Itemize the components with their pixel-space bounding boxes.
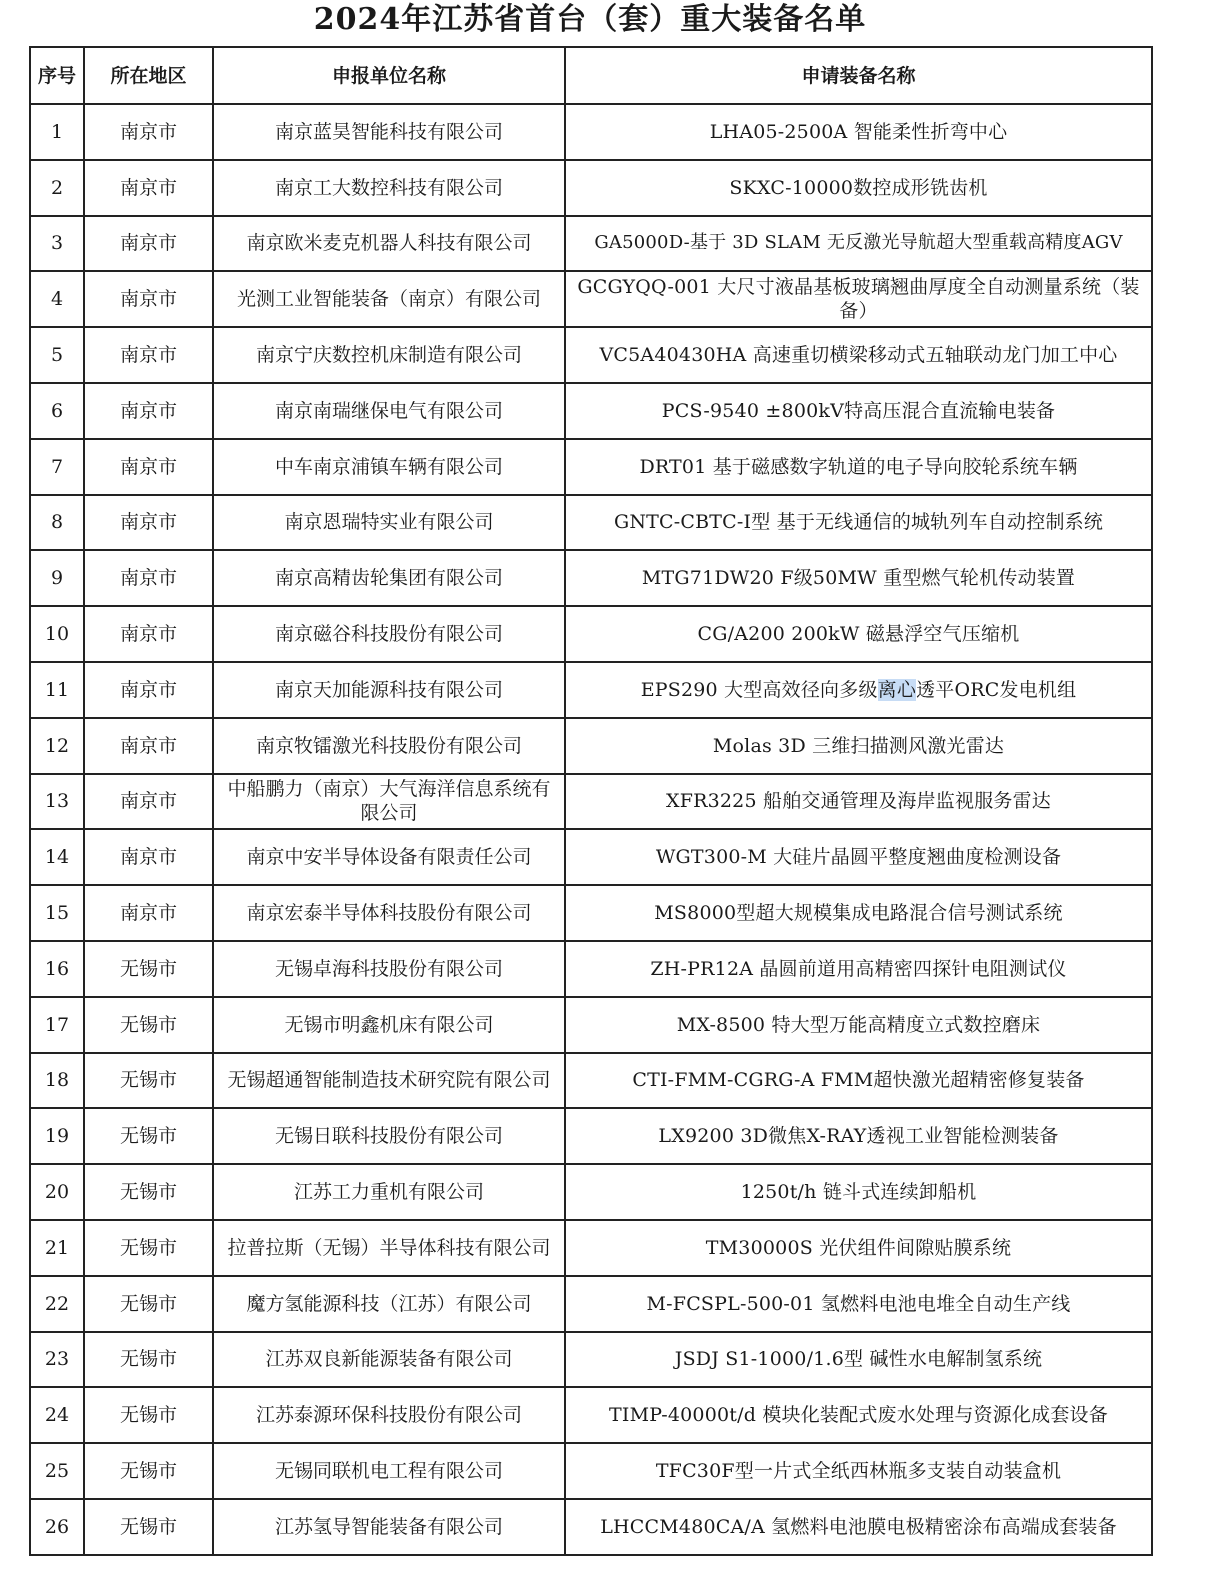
- equipment-text-post: 透平ORC发电机组: [916, 678, 1077, 701]
- cell-seq: 5: [30, 327, 84, 383]
- cell-equipment: DRT01 基于磁感数字轨道的电子导向胶轮系统车辆: [565, 439, 1152, 495]
- cell-equipment: VC5A40430HA 高速重切横梁移动式五轴联动龙门加工中心: [565, 327, 1152, 383]
- cell-company: 南京牧镭激光科技股份有限公司: [213, 718, 565, 774]
- cell-seq: 15: [30, 885, 84, 941]
- cell-company: 光测工业智能装备（南京）有限公司: [213, 271, 565, 327]
- table-row: [30, 495, 1152, 551]
- cell-region: 无锡市: [84, 1443, 213, 1499]
- table-row: [30, 1276, 1152, 1332]
- cell-seq: 20: [30, 1164, 84, 1220]
- cell-region: 南京市: [84, 495, 213, 551]
- cell-equipment: XFR3225 船舶交通管理及海岸监视服务雷达: [565, 774, 1152, 830]
- cell-equipment: ZH-PR12A 晶圆前道用高精密四探针电阻测试仪: [565, 941, 1152, 997]
- cell-equipment: SKXC-10000数控成形铣齿机: [565, 160, 1152, 216]
- table-row: [30, 1387, 1152, 1443]
- table-row: [30, 829, 1152, 885]
- cell-company: 南京恩瑞特实业有限公司: [213, 495, 565, 551]
- cell-seq: 17: [30, 997, 84, 1053]
- cell-seq: 14: [30, 829, 84, 885]
- table-row: [30, 216, 1152, 272]
- cell-region: 南京市: [84, 160, 213, 216]
- cell-region: 南京市: [84, 774, 213, 830]
- table-row: [30, 1053, 1152, 1109]
- table-row: [30, 1332, 1152, 1388]
- cell-seq: 19: [30, 1108, 84, 1164]
- cell-company: 南京天加能源科技有限公司: [213, 662, 565, 718]
- cell-seq: 2: [30, 160, 84, 216]
- cell-company: 无锡卓海科技股份有限公司: [213, 941, 565, 997]
- cell-company: 南京宏泰半导体科技股份有限公司: [213, 885, 565, 941]
- cell-region: 无锡市: [84, 1053, 213, 1109]
- cell-equipment: M-FCSPL-500-01 氢燃料电池电堆全自动生产线: [565, 1276, 1152, 1332]
- header-region: 所在地区: [84, 47, 213, 104]
- cell-region: 无锡市: [84, 1499, 213, 1555]
- cell-region: 南京市: [84, 104, 213, 160]
- cell-company: 南京中安半导体设备有限责任公司: [213, 829, 565, 885]
- cell-seq: 1: [30, 104, 84, 160]
- cell-company: 南京磁谷科技股份有限公司: [213, 606, 565, 662]
- cell-company: 江苏氢导智能装备有限公司: [213, 1499, 565, 1555]
- cell-seq: 3: [30, 216, 84, 272]
- cell-company: 魔方氢能源科技（江苏）有限公司: [213, 1276, 565, 1332]
- cell-equipment: Molas 3D 三维扫描测风激光雷达: [565, 718, 1152, 774]
- cell-region: 南京市: [84, 829, 213, 885]
- cell-company: 南京宁庆数控机床制造有限公司: [213, 327, 565, 383]
- cell-equipment: TM30000S 光伏组件间隙贴膜系统: [565, 1220, 1152, 1276]
- cell-region: 南京市: [84, 606, 213, 662]
- table-row: [30, 1164, 1152, 1220]
- cell-equipment: LHCCM480CA/A 氢燃料电池膜电极精密涂布高端成套装备: [565, 1499, 1152, 1555]
- cell-seq: 4: [30, 271, 84, 327]
- cell-equipment: MS8000型超大规模集成电路混合信号测试系统: [565, 885, 1152, 941]
- cell-company: 南京高精齿轮集团有限公司: [213, 550, 565, 606]
- table-row: [30, 885, 1152, 941]
- cell-region: 南京市: [84, 216, 213, 272]
- table-row: [30, 774, 1152, 830]
- cell-company: 南京工大数控科技有限公司: [213, 160, 565, 216]
- cell-region: 南京市: [84, 327, 213, 383]
- cell-region: 无锡市: [84, 1332, 213, 1388]
- table-row: [30, 383, 1152, 439]
- cell-region: 无锡市: [84, 1220, 213, 1276]
- cell-equipment: GCGYQQ-001 大尺寸液晶基板玻璃翘曲厚度全自动测量系统（装备）: [565, 271, 1152, 327]
- cell-equipment: PCS-9540 ±800kV特高压混合直流输电装备: [565, 383, 1152, 439]
- cell-seq: 22: [30, 1276, 84, 1332]
- cell-seq: 8: [30, 495, 84, 551]
- cell-seq: 13: [30, 774, 84, 830]
- cell-seq: 18: [30, 1053, 84, 1109]
- table-row: [30, 1499, 1152, 1555]
- table-row: [30, 160, 1152, 216]
- cell-seq: 10: [30, 606, 84, 662]
- cell-region: 南京市: [84, 383, 213, 439]
- header-equipment: 申请装备名称: [565, 47, 1152, 104]
- cell-company: 江苏工力重机有限公司: [213, 1164, 565, 1220]
- cell-seq: 23: [30, 1332, 84, 1388]
- table-row: [30, 718, 1152, 774]
- cell-equipment: 1250t/h 链斗式连续卸船机: [565, 1164, 1152, 1220]
- cell-region: 南京市: [84, 662, 213, 718]
- cell-seq: 6: [30, 383, 84, 439]
- cell-region: 无锡市: [84, 997, 213, 1053]
- cell-region: 无锡市: [84, 1164, 213, 1220]
- cell-company: 中车南京浦镇车辆有限公司: [213, 439, 565, 495]
- table-row: [30, 327, 1152, 383]
- cell-seq: 16: [30, 941, 84, 997]
- table-row: [30, 439, 1152, 495]
- table-row: [30, 550, 1152, 606]
- cell-equipment: JSDJ S1-1000/1.6型 碱性水电解制氢系统: [565, 1332, 1152, 1388]
- table-row: [30, 1220, 1152, 1276]
- header-company: 申报单位名称: [213, 47, 565, 104]
- cell-equipment: CG/A200 200kW 磁悬浮空气压缩机: [565, 606, 1152, 662]
- cell-region: 无锡市: [84, 941, 213, 997]
- cell-equipment: WGT300-M 大硅片晶圆平整度翘曲度检测设备: [565, 829, 1152, 885]
- cell-region: 南京市: [84, 271, 213, 327]
- cell-seq: 11: [30, 662, 84, 718]
- cell-region: 无锡市: [84, 1108, 213, 1164]
- cell-equipment: TFC30F型一片式全纸西林瓶多支装自动装盒机: [565, 1443, 1152, 1499]
- cell-company: 南京欧米麦克机器人科技有限公司: [213, 216, 565, 272]
- equipment-text-pre: EPS290 大型高效径向多级: [640, 678, 878, 701]
- cell-company: 江苏泰源环保科技股份有限公司: [213, 1387, 565, 1443]
- cell-seq: 26: [30, 1499, 84, 1555]
- cell-equipment: GNTC-CBTC-I型 基于无线通信的城轨列车自动控制系统: [565, 495, 1152, 551]
- table-row: [30, 271, 1152, 327]
- cell-company: 江苏双良新能源装备有限公司: [213, 1332, 565, 1388]
- cell-company: 无锡日联科技股份有限公司: [213, 1108, 565, 1164]
- cell-equipment: MTG71DW20 F级50MW 重型燃气轮机传动装置: [565, 550, 1152, 606]
- table-row: [30, 1108, 1152, 1164]
- cell-equipment: [565, 662, 1152, 718]
- table-row: [30, 1443, 1152, 1499]
- cell-seq: 7: [30, 439, 84, 495]
- page-title: 2024年江苏省首台（套）重大装备名单: [313, 2, 867, 37]
- cell-seq: 24: [30, 1387, 84, 1443]
- table-row: [30, 104, 1152, 160]
- cell-company: 无锡市明鑫机床有限公司: [213, 997, 565, 1053]
- cell-company: 中船鹏力（南京）大气海洋信息系统有限公司: [213, 774, 565, 830]
- cell-region: 无锡市: [84, 1387, 213, 1443]
- cell-seq: 25: [30, 1443, 84, 1499]
- text-selection-highlight[interactable]: 离心: [877, 678, 917, 701]
- cell-region: 无锡市: [84, 1276, 213, 1332]
- equipment-table: [29, 46, 1153, 1556]
- table-row: [30, 662, 1152, 718]
- table-row: [30, 606, 1152, 662]
- cell-region: 南京市: [84, 439, 213, 495]
- cell-equipment: LX9200 3D微焦X-RAY透视工业智能检测装备: [565, 1108, 1152, 1164]
- table-row: [30, 997, 1152, 1053]
- cell-seq: 12: [30, 718, 84, 774]
- header-seq: 序号: [30, 47, 84, 104]
- cell-seq: 9: [30, 550, 84, 606]
- cell-region: 南京市: [84, 885, 213, 941]
- cell-equipment: GA5000D-基于 3D SLAM 无反激光导航超大型重载高精度AGV: [565, 216, 1152, 272]
- table-header-row: [30, 47, 1152, 104]
- cell-seq: 21: [30, 1220, 84, 1276]
- cell-company: 南京蓝昊智能科技有限公司: [213, 104, 565, 160]
- cell-company: 拉普拉斯（无锡）半导体科技有限公司: [213, 1220, 565, 1276]
- cell-region: 南京市: [84, 550, 213, 606]
- cell-company: 南京南瑞继保电气有限公司: [213, 383, 565, 439]
- table-row: [30, 941, 1152, 997]
- cell-company: 无锡同联机电工程有限公司: [213, 1443, 565, 1499]
- cell-equipment: CTI-FMM-CGRG-A FMM超快激光超精密修复装备: [565, 1053, 1152, 1109]
- cell-company: 无锡超通智能制造技术研究院有限公司: [213, 1053, 565, 1109]
- cell-region: 南京市: [84, 718, 213, 774]
- cell-equipment: LHA05-2500A 智能柔性折弯中心: [565, 104, 1152, 160]
- cell-equipment: MX-8500 特大型万能高精度立式数控磨床: [565, 997, 1152, 1053]
- cell-equipment: TIMP-40000t/d 模块化装配式废水处理与资源化成套设备: [565, 1387, 1152, 1443]
